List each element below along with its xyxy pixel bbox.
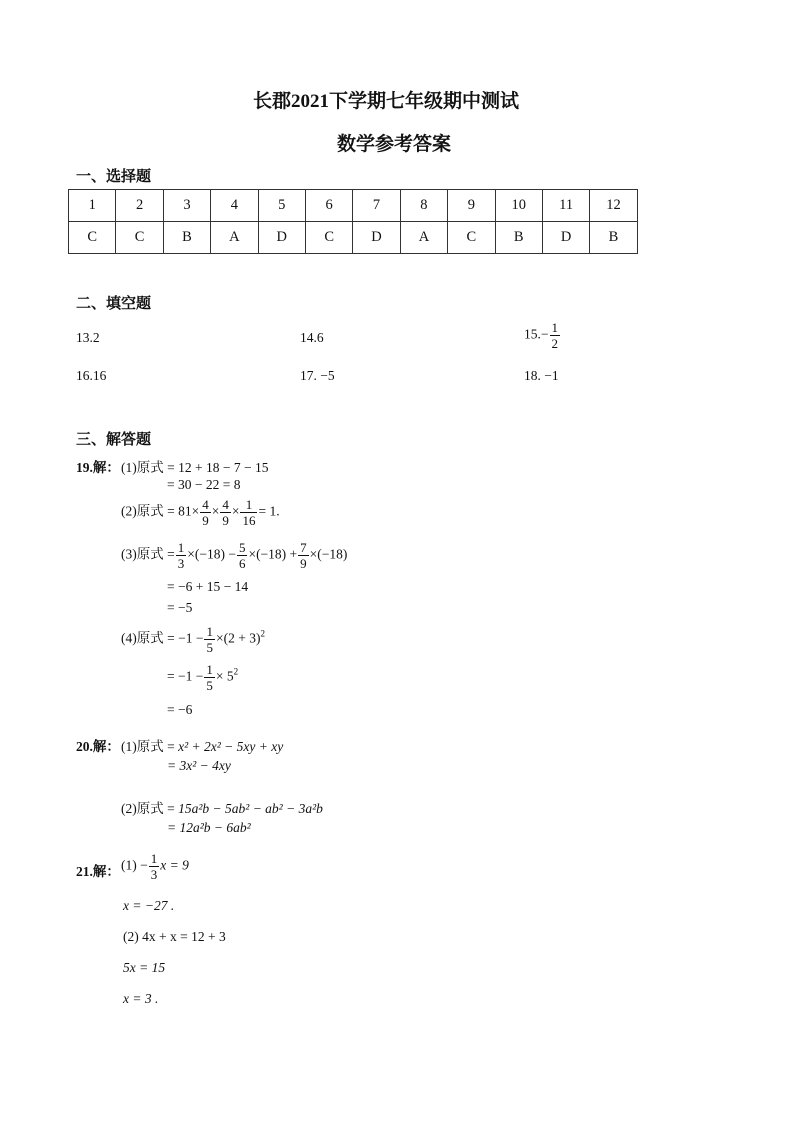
table-row-numbers bbox=[69, 190, 638, 222]
expr-text: = −1 − bbox=[167, 668, 204, 684]
table-cell: 12 bbox=[590, 190, 637, 222]
table-cell: B bbox=[163, 222, 210, 254]
q20-part2-line2: = 12a²b − 6ab² bbox=[167, 820, 251, 835]
section-heading-fill: 二、填空题 bbox=[76, 294, 152, 312]
expr-text: = 1. bbox=[258, 503, 280, 519]
expr-text: (1)原式 = bbox=[121, 739, 175, 754]
q19-part3 bbox=[121, 541, 347, 570]
q19-part4-line2 bbox=[167, 663, 238, 692]
q19-part3-line2: = −6 + 15 − 14 bbox=[167, 579, 249, 594]
fraction: $\frac{7}{9}$ bbox=[300, 540, 307, 571]
table-cell: D bbox=[542, 222, 589, 254]
q21-part1-line2: x = −27 . bbox=[123, 898, 175, 913]
table-cell: 3 bbox=[163, 190, 210, 222]
expr-text: × bbox=[211, 503, 220, 519]
fraction: $\frac{1}{3}$ bbox=[177, 540, 185, 571]
question-21-label: 21.解： bbox=[76, 864, 120, 879]
expr-math: x² + 2x² − 5xy + xy bbox=[178, 739, 284, 754]
table-cell: 9 bbox=[448, 190, 495, 222]
fraction: $\frac{1}{16}$ bbox=[242, 497, 256, 528]
table-cell: A bbox=[211, 222, 258, 254]
answer-table bbox=[68, 189, 638, 254]
answer-15-prefix: 15. bbox=[524, 326, 541, 342]
expr-text: (3)原式 = bbox=[121, 546, 175, 562]
section-heading-solve: 三、解答题 bbox=[76, 430, 152, 448]
fraction: $\frac{1}{3}$ bbox=[150, 851, 158, 882]
expr-text: ×(−18) + bbox=[248, 546, 298, 562]
q21-part1 bbox=[121, 852, 189, 881]
table-cell: 4 bbox=[211, 190, 258, 222]
fraction: $\frac{4}{9}$ bbox=[202, 497, 209, 528]
table-cell: 7 bbox=[353, 190, 400, 222]
q19-part4 bbox=[121, 625, 265, 654]
table-cell: 6 bbox=[305, 190, 352, 222]
section-heading-choice: 一、选择题 bbox=[76, 167, 152, 185]
q19-part1-line1: (1)原式 = 12 + 18 − 7 − 15 bbox=[121, 460, 269, 475]
expr-text: (2)原式 = bbox=[121, 801, 175, 816]
expr-text: (2)原式 = 81× bbox=[121, 503, 200, 519]
table-cell: D bbox=[258, 222, 305, 254]
q19-part3-line3: = −5 bbox=[167, 600, 193, 615]
answer-18: 18. −1 bbox=[524, 368, 559, 383]
table-cell: D bbox=[353, 222, 400, 254]
page-title: 长郡2021下学期七年级期中测试 bbox=[253, 91, 520, 112]
exponent: 2 bbox=[260, 628, 265, 639]
q21-part2-line3: x = 3 . bbox=[123, 991, 159, 1006]
table-cell: A bbox=[400, 222, 447, 254]
table-cell: C bbox=[116, 222, 163, 254]
table-cell: 2 bbox=[116, 190, 163, 222]
q20-part1 bbox=[121, 735, 283, 755]
expr-text: ×(2 + 3) bbox=[215, 630, 261, 646]
fraction: $\frac{1}{2}$ bbox=[551, 320, 558, 351]
answer-15 bbox=[524, 321, 561, 350]
expr-text: × bbox=[231, 503, 240, 519]
fraction: $\frac{1}{5}$ bbox=[206, 624, 213, 655]
q21-part2-line1: (2) 4x + x = 12 + 3 bbox=[123, 929, 226, 944]
table-cell: C bbox=[305, 222, 352, 254]
table-cell: 8 bbox=[400, 190, 447, 222]
table-cell: B bbox=[495, 222, 542, 254]
page-subtitle: 数学参考答案 bbox=[337, 134, 452, 155]
table-cell: 1 bbox=[69, 190, 116, 222]
expr-math: x = 9 bbox=[160, 857, 189, 873]
question-19-label: 19.解： bbox=[76, 460, 120, 475]
q19-part2 bbox=[121, 498, 280, 527]
q19-part4-line3: = −6 bbox=[167, 702, 193, 717]
q20-part2 bbox=[121, 797, 323, 817]
table-cell: 5 bbox=[258, 190, 305, 222]
minus-sign: − bbox=[540, 326, 549, 342]
expr-text: (4)原式 = −1 − bbox=[121, 630, 204, 646]
expr-text: × 5 bbox=[215, 668, 234, 684]
fraction: $\frac{1}{5}$ bbox=[206, 662, 213, 693]
q21-part2-line2: 5x = 15 bbox=[123, 960, 166, 975]
expr-text: ×(−18) bbox=[309, 546, 348, 562]
question-20-label: 20.解： bbox=[76, 739, 120, 754]
answer-14: 14.6 bbox=[300, 330, 324, 345]
exponent: 2 bbox=[233, 666, 239, 677]
fraction: $\frac{4}{9}$ bbox=[222, 497, 229, 528]
fraction: $\frac{5}{6}$ bbox=[238, 540, 246, 571]
table-cell: 10 bbox=[495, 190, 542, 222]
answer-16: 16.16 bbox=[76, 368, 107, 383]
table-cell: B bbox=[590, 222, 637, 254]
expr-text: (1) − bbox=[121, 857, 148, 873]
table-cell: C bbox=[448, 222, 495, 254]
table-cell: 11 bbox=[542, 190, 589, 222]
q20-part1-line2: = 3x² − 4xy bbox=[167, 758, 231, 773]
table-cell: C bbox=[69, 222, 116, 254]
expr-text: ×(−18) − bbox=[187, 546, 236, 562]
q19-part1-line2: = 30 − 22 = 8 bbox=[167, 477, 241, 492]
expr-math: 15a²b − 5ab² − ab² − 3a²b bbox=[178, 801, 323, 816]
answer-13: 13.2 bbox=[76, 330, 100, 345]
table-row-answers bbox=[69, 222, 638, 254]
answer-17: 17. −5 bbox=[300, 368, 335, 383]
